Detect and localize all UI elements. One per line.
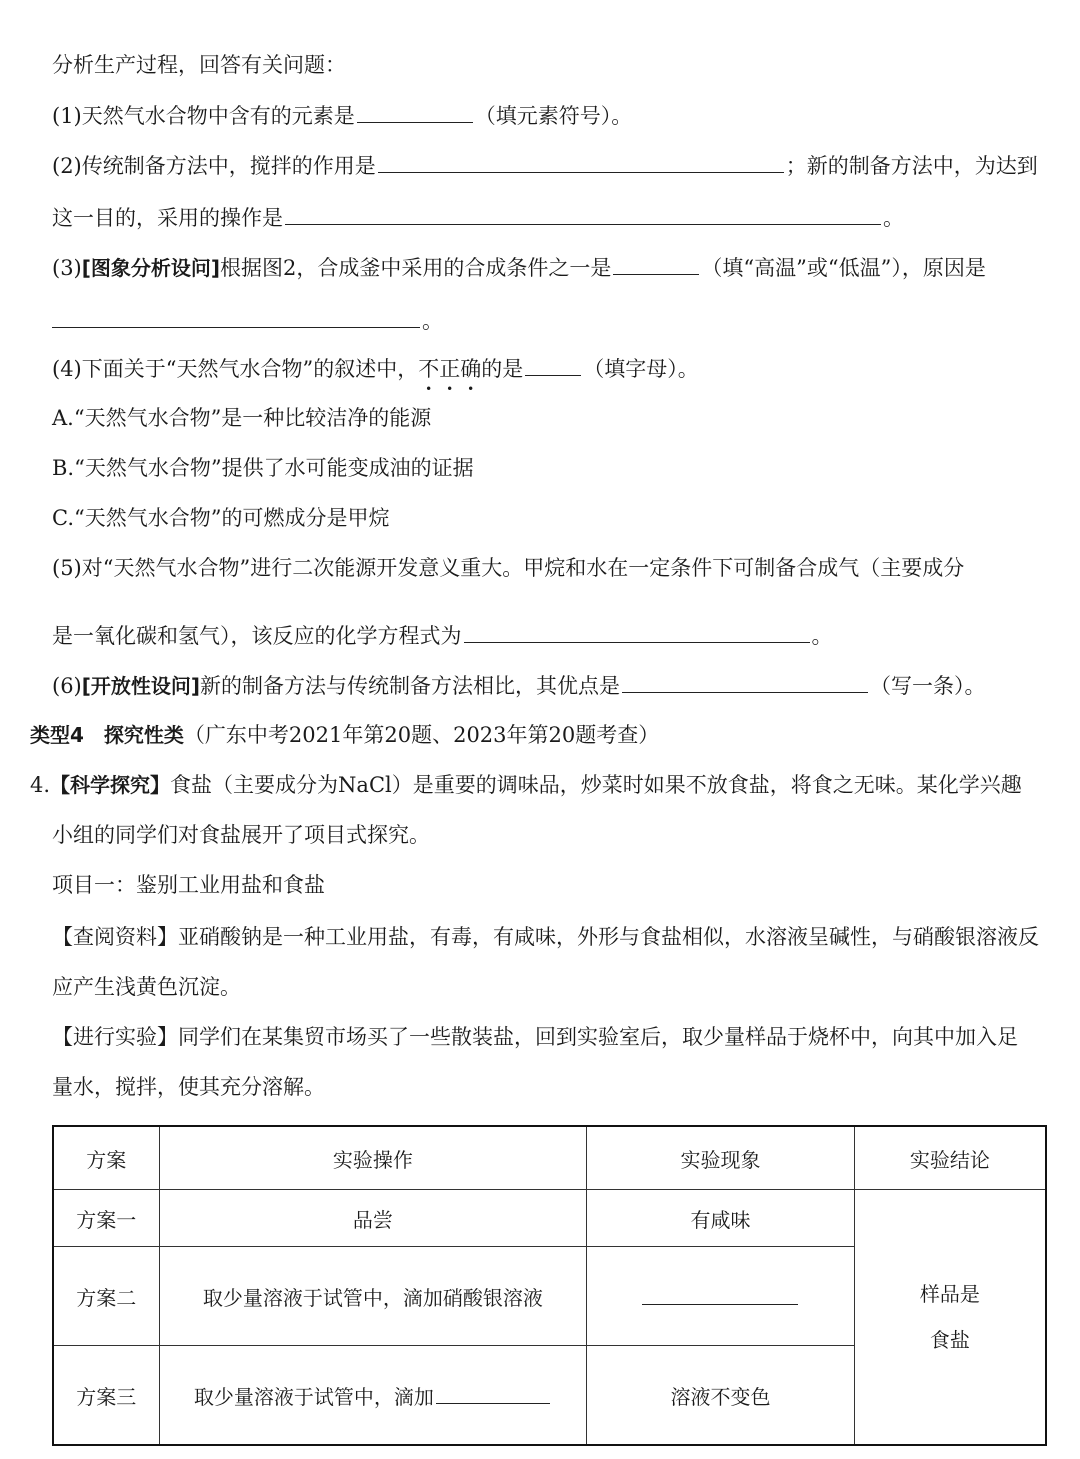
experiment-table xyxy=(52,1125,1047,1446)
section-heading xyxy=(30,720,659,750)
q2-period: 。 xyxy=(883,206,904,230)
option-a: A.“天然气水合物”是一种比较洁净的能源 xyxy=(52,406,432,430)
q3-period: 。 xyxy=(422,309,443,333)
problem-4-line2: 小组的同学们对食盐展开了项目式探究。 xyxy=(52,823,430,847)
option-b: B.“天然气水合物”提供了水可能变成油的证据 xyxy=(52,456,474,480)
operation-cell xyxy=(159,1346,587,1446)
question-5: (5)对“天然气水合物”进行二次能源开发意义重大。甲烷和水在一定条件下可制备合成气（主要成分 xyxy=(52,556,965,580)
operation-cell: 取少量溶液于试管中，滴加硝酸银溶液 xyxy=(159,1247,587,1346)
operation-cell: 品尝 xyxy=(159,1190,587,1247)
question-2-line2 xyxy=(52,202,904,233)
plan-cell: 方案二 xyxy=(53,1247,159,1346)
problem-tag: 【科学探究】 xyxy=(50,773,171,797)
info-text: 亚硝酸钠是一种工业用盐，有毒，有咸味，外形与食盐相似，水溶液呈碱性，与硝酸银溶液反 xyxy=(178,925,1039,949)
q3-hint: （填“高温”或“低温”），原因是 xyxy=(701,256,986,280)
question-3 xyxy=(52,252,986,283)
q6-number: (6) xyxy=(52,674,82,698)
q1-hint: （填元素符号）。 xyxy=(474,104,633,128)
q1-answer-blank[interactable] xyxy=(357,100,473,123)
conclusion-line-1: 样品是 xyxy=(919,1282,980,1306)
q2-text-2: 这一目的，采用的操作是 xyxy=(52,206,283,230)
conclusion-line-2: 食盐 xyxy=(929,1328,970,1352)
operation-text: 取少量溶液于试管中，滴加 xyxy=(193,1384,434,1409)
emphasis-char: 确 xyxy=(460,357,482,381)
problem-4 xyxy=(30,770,1022,800)
project-title: 项目一：鉴别工业用盐和食盐 xyxy=(52,873,325,897)
plan-cell: 方案一 xyxy=(53,1190,159,1247)
emphasis-char: 不 xyxy=(418,357,440,381)
q6-text: 新的制备方法与传统制备方法相比，其优点是 xyxy=(200,674,621,698)
info-paragraph xyxy=(52,922,1039,952)
question-1 xyxy=(52,100,632,131)
table-row xyxy=(53,1190,1046,1247)
header-conclusion: 实验结论 xyxy=(854,1126,1046,1190)
q6-answer-blank[interactable] xyxy=(622,670,868,693)
table-header-row xyxy=(53,1126,1046,1190)
q3-answer-blank-1[interactable] xyxy=(613,252,699,275)
reagent-answer-blank[interactable] xyxy=(436,1381,550,1404)
q4-text: (4)下面关于“天然气水合物”的叙述中， xyxy=(52,357,419,381)
question-6 xyxy=(52,670,986,701)
section-label: 类型4 探究性类 xyxy=(30,723,184,747)
q4-text-middle: 的是 xyxy=(481,357,524,381)
observation-cell: 溶液不变色 xyxy=(587,1346,855,1446)
emphasis-char: 正 xyxy=(439,357,461,381)
q5-text-2: 是一氧化碳和氢气），该反应的化学方程式为 xyxy=(52,624,462,648)
experiment-text: 同学们在某集贸市场买了一些散装盐，回到实验室后，取少量样品于烧杯中，向其中加入足 xyxy=(178,1025,1018,1049)
question-4 xyxy=(52,353,699,384)
problem-number: 4. xyxy=(30,773,51,797)
option-c: C.“天然气水合物”的可燃成分是甲烷 xyxy=(52,506,390,530)
conclusion-cell xyxy=(854,1190,1046,1446)
q5-answer-blank[interactable] xyxy=(464,620,810,643)
q4-answer-blank[interactable] xyxy=(525,353,581,376)
question-2 xyxy=(52,150,1038,181)
q1-text: (1)天然气水合物中含有的元素是 xyxy=(52,104,355,128)
q3-text: 根据图2，合成釜中采用的合成条件之一是 xyxy=(220,256,612,280)
observation-answer-blank[interactable] xyxy=(642,1282,798,1305)
info-paragraph-line2: 应产生浅黄色沉淀。 xyxy=(52,975,241,999)
q2-text-middle: ；新的制备方法中，为达到 xyxy=(785,154,1038,178)
intro-text: 分析生产过程，回答有关问题： xyxy=(52,53,346,77)
q2-answer-blank-1[interactable] xyxy=(378,150,784,173)
q4-hint: （填字母）。 xyxy=(583,357,699,381)
q2-answer-blank-2[interactable] xyxy=(285,202,881,225)
q5-period: 。 xyxy=(811,624,833,648)
q3-tag: [图象分析设问] xyxy=(81,256,221,280)
header-operation: 实验操作 xyxy=(159,1126,587,1190)
q3-answer-blank-2[interactable] xyxy=(52,305,420,328)
header-plan: 方案 xyxy=(53,1126,159,1190)
observation-cell xyxy=(587,1247,855,1346)
experiment-paragraph xyxy=(52,1022,1018,1052)
experiment-paragraph-line2: 量水，搅拌，使其充分溶解。 xyxy=(52,1075,325,1099)
section-note: （广东中考2021年第20题、2023年第20题考查） xyxy=(183,723,660,747)
question-5-line2 xyxy=(52,620,833,651)
problem-text: 食盐（主要成分为NaCl）是重要的调味品，炒菜时如果不放食盐，将食之无味。某化学兴趣 xyxy=(170,773,1022,797)
experiment-tag: 【进行实验】 xyxy=(52,1025,178,1049)
plan-cell: 方案三 xyxy=(53,1346,159,1446)
question-3-line2 xyxy=(52,305,443,336)
observation-cell: 有咸味 xyxy=(587,1190,855,1247)
q6-hint: （写一条）。 xyxy=(870,674,986,698)
header-observation: 实验现象 xyxy=(587,1126,855,1190)
info-tag: 【查阅资料】 xyxy=(52,925,178,949)
q3-number: (3) xyxy=(52,256,82,280)
q2-text: (2)传统制备方法中，搅拌的作用是 xyxy=(52,154,376,178)
q6-tag: [开放性设问] xyxy=(81,674,201,698)
